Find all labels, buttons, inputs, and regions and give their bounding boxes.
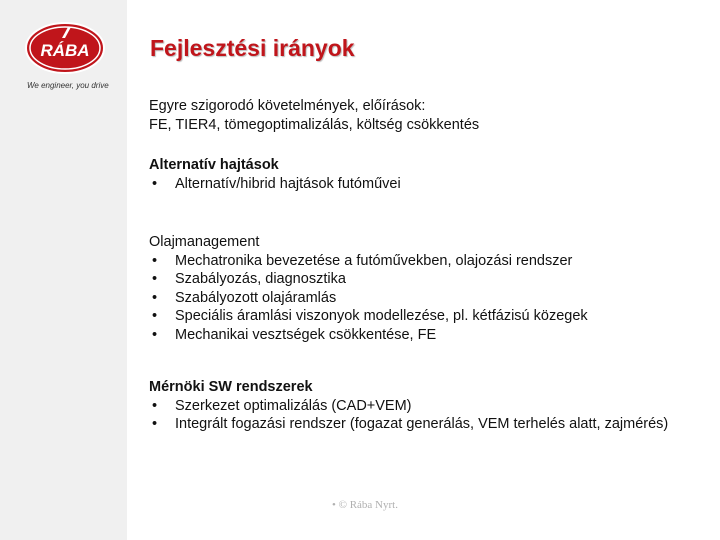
slide-content bbox=[149, 97, 694, 432]
list-item bbox=[149, 326, 694, 345]
bullet-icon: • bbox=[152, 308, 158, 324]
list-item bbox=[149, 252, 694, 271]
list-item-text: Speciális áramlási viszonyok modellezése, pl. kétfázisú közegek bbox=[175, 308, 588, 324]
list-item bbox=[149, 415, 694, 434]
logo-text: RÁBA bbox=[40, 41, 90, 60]
page-title: Fejlesztési irányok bbox=[150, 35, 355, 61]
bullet-list bbox=[149, 175, 694, 194]
section-mernoki-sw bbox=[149, 378, 694, 434]
section-heading: Olajmanagement bbox=[149, 234, 260, 250]
section-olajmanagement bbox=[149, 233, 694, 344]
list-item-text: Mechatronika bevezetése a futóművekben, olajozási rendszer bbox=[175, 252, 573, 269]
list-item-text: Szabályozás, diagnosztika bbox=[175, 271, 346, 287]
intro-line: Egyre szigorodó követelmények, előírások: bbox=[149, 98, 426, 114]
list-item bbox=[149, 289, 694, 308]
bullet-icon: • bbox=[152, 416, 158, 432]
list-item bbox=[149, 270, 694, 289]
bullet-icon: • bbox=[152, 252, 158, 269]
footer-copyright: • © Rába Nyrt. bbox=[332, 499, 398, 511]
intro-text bbox=[149, 97, 694, 134]
bullet-icon: • bbox=[152, 175, 158, 192]
section-heading: Mérnöki SW rendszerek bbox=[149, 379, 313, 395]
bullet-list bbox=[149, 252, 694, 345]
list-item bbox=[149, 175, 694, 194]
list-item bbox=[149, 307, 694, 326]
sidebar-panel bbox=[0, 0, 127, 540]
section-heading: Alternatív hajtások bbox=[149, 157, 279, 173]
bullet-icon: • bbox=[152, 271, 158, 287]
list-item-text: Integrált fogazási rendszer (fogazat generálás, VEM terhelés alatt, zajmérés) bbox=[175, 416, 669, 432]
raba-logo bbox=[24, 21, 106, 75]
bullet-list bbox=[149, 397, 694, 434]
list-item bbox=[149, 397, 694, 416]
list-item-text: Szabályozott olajáramlás bbox=[175, 289, 337, 306]
list-item-text: Mechanikai vesztségek csökkentése, FE bbox=[175, 326, 437, 343]
bullet-icon: • bbox=[152, 289, 158, 306]
tagline: We engineer, you drive bbox=[27, 81, 109, 90]
list-item-text: Szerkezet optimalizálás (CAD+VEM) bbox=[175, 397, 412, 414]
section-alternativ bbox=[149, 156, 694, 193]
bullet-icon: • bbox=[152, 326, 158, 343]
list-item-text: Alternatív/hibrid hajtások futóművei bbox=[175, 175, 401, 192]
bullet-icon: • bbox=[152, 397, 158, 414]
intro-line: FE, TIER4, tömegoptimalizálás, költség csökkentés bbox=[149, 116, 480, 133]
